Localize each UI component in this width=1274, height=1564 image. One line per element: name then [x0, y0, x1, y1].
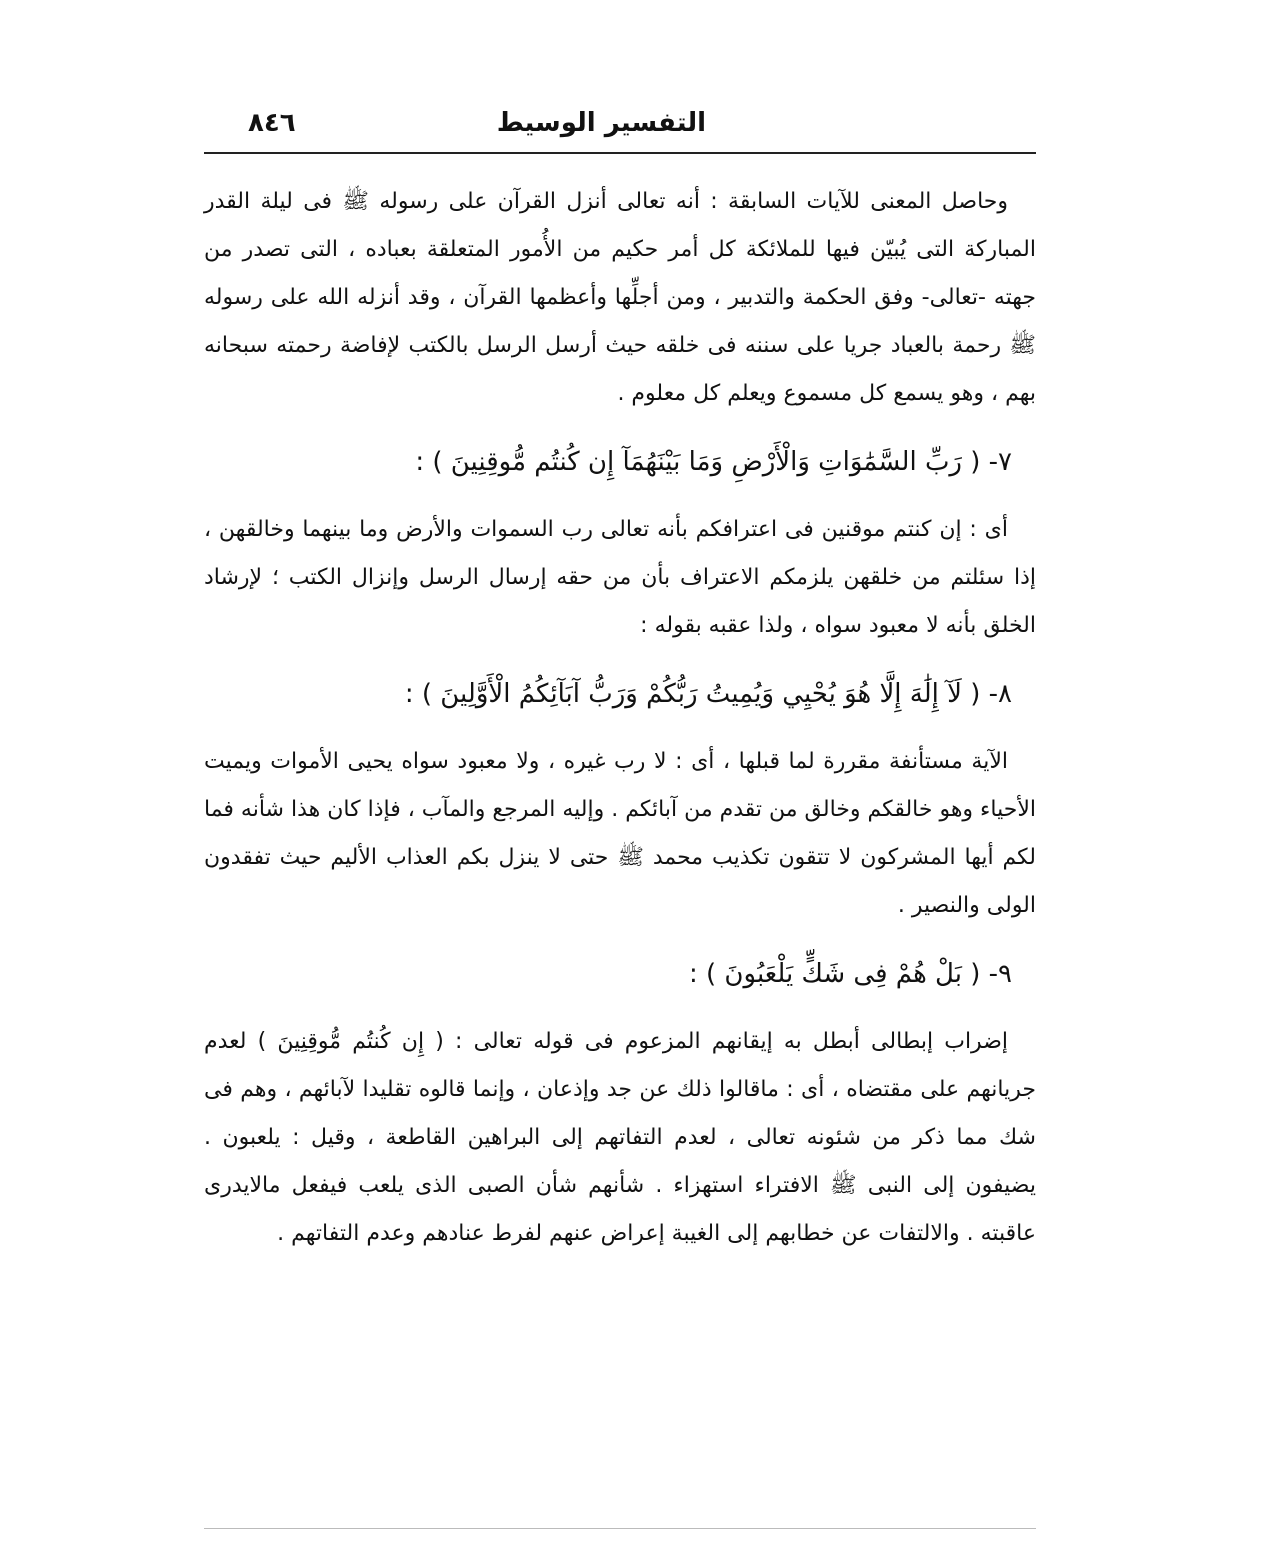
paragraph-verse-7-explanation: أى : إن كنتم موقنين فى اعترافكم بأنه تعالى رب السموات والأرض وما بينهما وخالقهن ، إذا سئلتم من خلقهن يلزمكم الاعتراف بأن من حقه إرسال الرسل وإنزال الكتب ؛ لإرشاد الخلق بأنه لا معبود سواه ، ولذا عقبه بقوله :	[204, 517, 1036, 638]
running-title: التفسير الوسيط	[496, 108, 706, 138]
paragraph-summary: وحاصل المعنى للآيات السابقة : أنه تعالى أنزل القرآن على رسوله ﷺ فى ليلة القدر المباركة التى يُبيّن فيها للملائكة كل أمر حكيم من الأُمور المتعلقة بعباده ، التى تصدر من جهته -تعالى- وفق الحكمة والتدبير ، ومن أجلِّها وأعظمها القرآن ، وقد أنزله الله على رسوله ﷺ رحمة بالعباد جريا على سننه فى خلقه حيث أرسل الرسل بالكتب لإفاضة رحمته سبحانه بهم ، وهو يسمع كل مسموع ويعلم كل معلوم .	[204, 189, 1036, 406]
page-header	[204, 108, 1036, 148]
page-body	[204, 178, 1036, 1258]
paragraph-verse-9-explanation: إضراب إبطالى أبطل به إيقانهم المزعوم فى قوله تعالى : ( إِن كُنتُم مُّوقِنِينَ ) لعدم جريانهم على مقتضاه ، أى : ماقالوا ذلك عن جد وإذعان ، وإنما قالوه تقليدا لآبائهم ، وهم فى شك مما ذكر من شئونه تعالى ، لعدم التفاتهم إلى البراهين القاطعة ، وقيل : يلعبون . يضيفون إلى النبى ﷺ الافتراء استهزاء . شأنهم شأن الصبى الذى يلعب فيفعل مالايدرى عاقبته . والالتفات عن خطابهم إلى الغيبة إعراض عنهم لفرط عنادهم وعدم التفاتهم .	[204, 1029, 1036, 1246]
paragraph-verse-8-explanation: الآية مستأنفة مقررة لما قبلها ، أى : لا رب غيره ، ولا معبود سواه يحيى الأموات ويميت الأحياء وهو خالقكم وخالق من تقدم من آبائكم . وإليه المرجع والمآب ، فإذا كان هذا شأنه فما لكم أيها المشركون لا تتقون تكذيب محمد ﷺ حتى لا ينزل بكم العذاب الأليم حيث تفقدون الولى والنصير .	[204, 749, 1036, 918]
verse-9: ٩- ( بَلْ هُمْ فِى شَكٍّ يَلْعَبُونَ ) :	[688, 959, 1012, 989]
bottom-rule	[204, 1528, 1036, 1529]
verse-8: ٨- ( لَآ إِلَٰهَ إِلَّا هُوَ يُحْيِي وَيُمِيتُ رَبُّكُمْ وَرَبُّ آبَآئِكُمُ الْأَوَّلِينَ ) :	[404, 679, 1012, 709]
page-number: ٨٤٦	[248, 108, 296, 138]
verse-7: ٧- ( رَبِّ السَّمَٰوَاتِ وَالْأَرْضِ وَمَا بَيْنَهُمَآ إِن كُنتُم مُّوقِنِينَ ) :	[415, 447, 1012, 477]
header-rule	[204, 152, 1036, 154]
